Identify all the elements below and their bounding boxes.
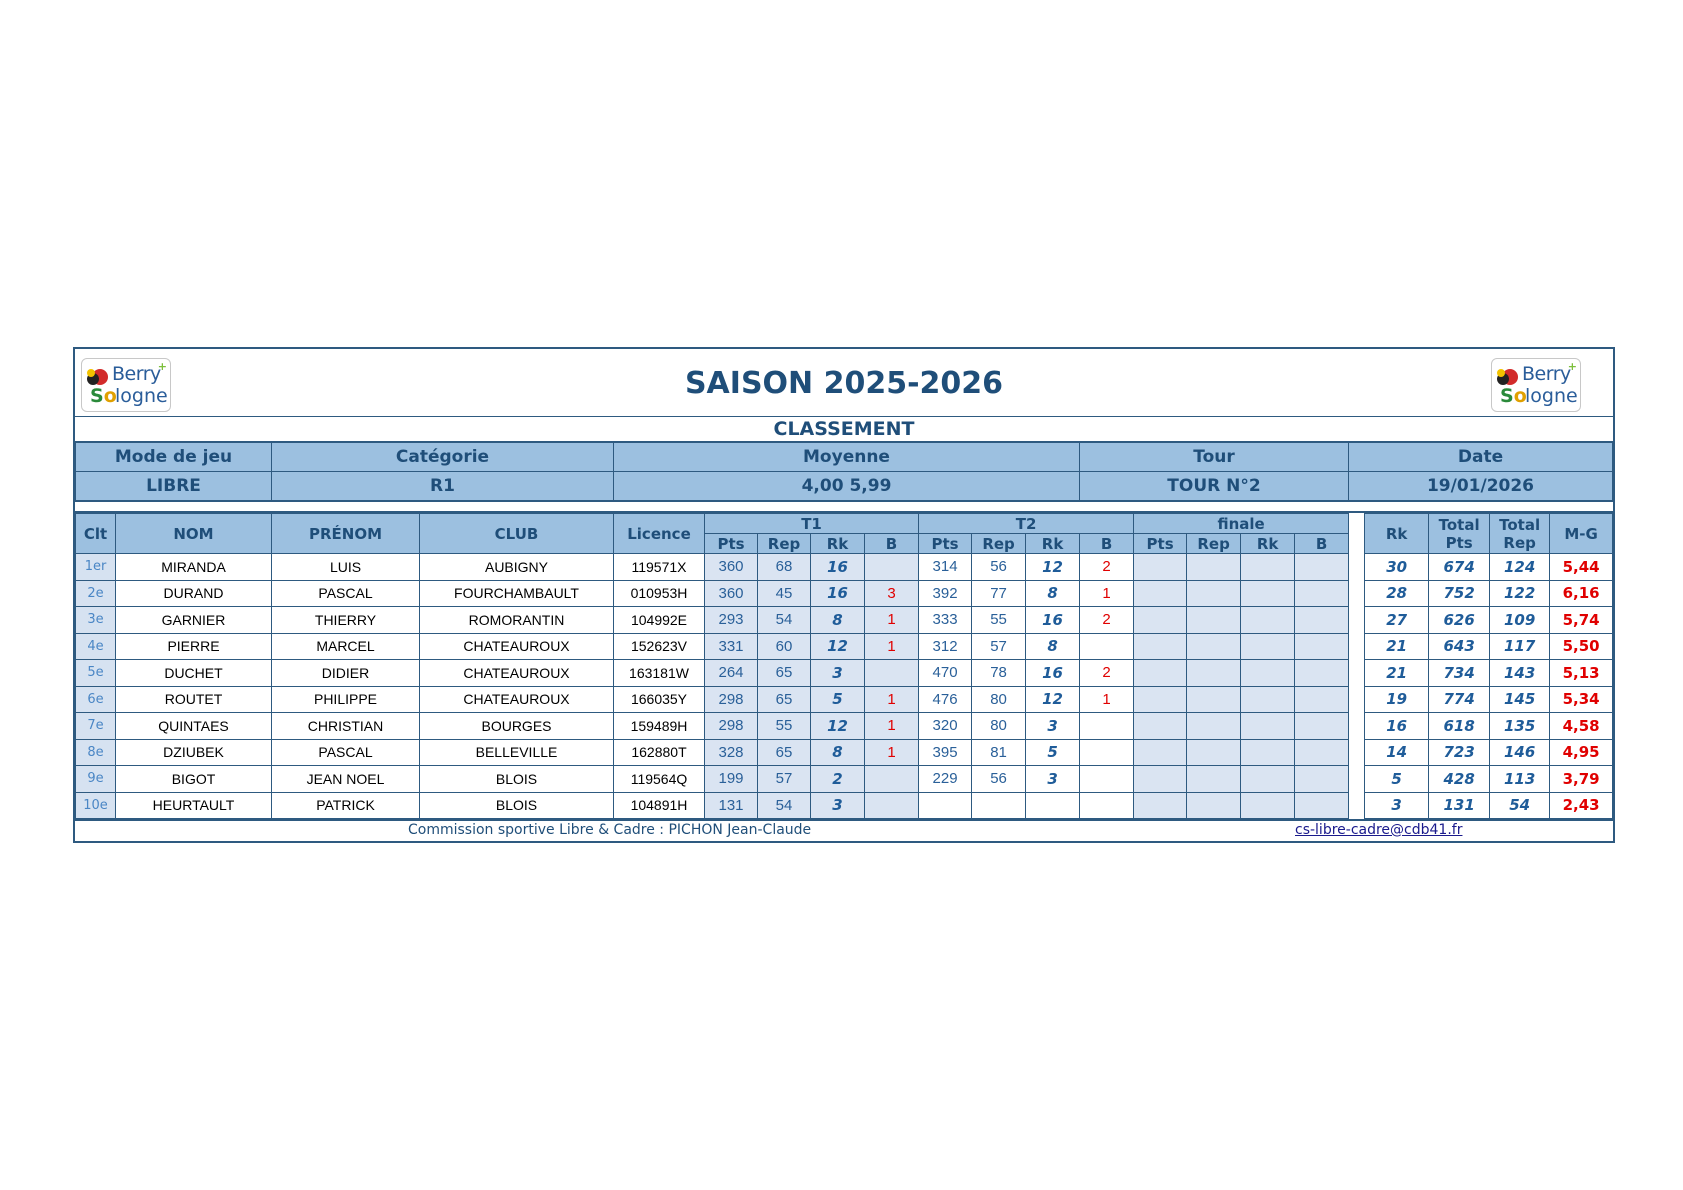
cell-t2-rk: 5 — [1026, 739, 1080, 766]
moyenne-label: Moyenne — [614, 443, 1080, 472]
cell-club: CHATEAUROUX — [420, 633, 614, 660]
cell-prenom: PATRICK — [272, 792, 420, 819]
cell-finale-empty — [1295, 554, 1349, 581]
cell-total-pts: 131 — [1429, 792, 1490, 819]
cell-licence: 159489H — [614, 713, 705, 740]
cell-t1-rk: 12 — [811, 713, 865, 740]
cell-prenom: PASCAL — [272, 739, 420, 766]
cell-licence: 163181W — [614, 660, 705, 687]
table-row — [76, 792, 1613, 819]
cell-club: BLOIS — [420, 792, 614, 819]
cell-t2-pts: 314 — [919, 554, 972, 581]
spacer-band — [75, 501, 1613, 513]
cell-total-pts: 428 — [1429, 766, 1490, 793]
date-value: 19/01/2026 — [1349, 472, 1613, 501]
cell-t1-rk: 8 — [811, 739, 865, 766]
title-band — [75, 349, 1613, 417]
column-separator — [1349, 607, 1365, 634]
cell-mg: 4,58 — [1550, 713, 1613, 740]
cell-finale-empty — [1134, 607, 1187, 634]
cell-finale-empty — [1241, 739, 1295, 766]
cell-nom: GARNIER — [116, 607, 272, 634]
cell-t2-pts: 470 — [919, 660, 972, 687]
cell-finale-empty — [1187, 713, 1241, 740]
cell-finale-empty — [1134, 554, 1187, 581]
cell-t1-rep: 65 — [758, 739, 811, 766]
cell-licence: 166035Y — [614, 686, 705, 713]
cell-t1-rep: 55 — [758, 713, 811, 740]
cell-clt: 10e — [76, 792, 116, 819]
cell-total-rep: 146 — [1490, 739, 1550, 766]
table-row — [76, 607, 1613, 634]
cell-t1-b: 1 — [865, 713, 919, 740]
moyenne-value: 4,00 5,99 — [614, 472, 1080, 501]
cell-finale-empty — [1134, 660, 1187, 687]
cell-finale-empty — [1295, 792, 1349, 819]
cell-t2-pts: 312 — [919, 633, 972, 660]
cell-t2-rep: 78 — [972, 660, 1026, 687]
cell-finale-empty — [1241, 766, 1295, 793]
categorie-value: R1 — [272, 472, 614, 501]
col-group-finale: finale — [1134, 514, 1349, 534]
cell-t2-rk: 12 — [1026, 554, 1080, 581]
cell-t1-b: 1 — [865, 739, 919, 766]
cell-nom: PIERRE — [116, 633, 272, 660]
cell-t1-pts: 293 — [705, 607, 758, 634]
cell-t2-pts: 333 — [919, 607, 972, 634]
table-row — [76, 580, 1613, 607]
cell-nom: DUCHET — [116, 660, 272, 687]
cell-t1-b: 1 — [865, 633, 919, 660]
cell-clt: 1er — [76, 554, 116, 581]
cell-finale-empty — [1134, 686, 1187, 713]
cell-t2-b — [1080, 739, 1134, 766]
cell-prenom: DIDIER — [272, 660, 420, 687]
cell-t2-rep: 57 — [972, 633, 1026, 660]
col-t1-rep: Rep — [758, 534, 811, 554]
column-separator — [1349, 713, 1365, 740]
cell-finale-empty — [1295, 607, 1349, 634]
cell-prenom: LUIS — [272, 554, 420, 581]
competition-info-table — [75, 442, 1613, 501]
cell-prenom: MARCEL — [272, 633, 420, 660]
cell-t1-rep: 60 — [758, 633, 811, 660]
cell-t1-pts: 199 — [705, 766, 758, 793]
column-separator — [1349, 766, 1365, 793]
table-row — [76, 554, 1613, 581]
cell-t2-rk: 16 — [1026, 607, 1080, 634]
cell-t1-rk: 5 — [811, 686, 865, 713]
cell-club: BOURGES — [420, 713, 614, 740]
cell-licence: 104891H — [614, 792, 705, 819]
cell-t1-rep: 54 — [758, 792, 811, 819]
cell-t1-b — [865, 766, 919, 793]
cell-finale-empty — [1295, 580, 1349, 607]
cell-total-pts: 618 — [1429, 713, 1490, 740]
cell-prenom: THIERRY — [272, 607, 420, 634]
cell-finale-empty — [1134, 713, 1187, 740]
cell-t2-rk: 3 — [1026, 766, 1080, 793]
column-separator — [1349, 554, 1365, 581]
cell-t1-b — [865, 660, 919, 687]
cell-licence: 104992E — [614, 607, 705, 634]
cell-finale-empty — [1187, 607, 1241, 634]
cell-rk: 21 — [1365, 633, 1429, 660]
cell-finale-empty — [1187, 580, 1241, 607]
cell-rk: 30 — [1365, 554, 1429, 581]
cell-t1-b — [865, 554, 919, 581]
col-t1-pts: Pts — [705, 534, 758, 554]
cell-t2-b — [1080, 633, 1134, 660]
cell-clt: 9e — [76, 766, 116, 793]
column-separator — [1349, 660, 1365, 687]
cell-t2-pts — [919, 792, 972, 819]
cell-t1-b: 1 — [865, 607, 919, 634]
table-row — [76, 766, 1613, 793]
cell-rk: 21 — [1365, 660, 1429, 687]
cell-finale-empty — [1295, 660, 1349, 687]
cell-club: CHATEAUROUX — [420, 660, 614, 687]
ranking-body — [76, 554, 1613, 819]
cell-finale-empty — [1295, 739, 1349, 766]
cell-t1-pts: 131 — [705, 792, 758, 819]
cell-prenom: CHRISTIAN — [272, 713, 420, 740]
col-finale-rep: Rep — [1187, 534, 1241, 554]
cell-total-pts: 774 — [1429, 686, 1490, 713]
cell-t1-rep: 45 — [758, 580, 811, 607]
cell-t2-b — [1080, 713, 1134, 740]
cell-t1-pts: 328 — [705, 739, 758, 766]
table-row — [76, 633, 1613, 660]
cell-t2-pts: 395 — [919, 739, 972, 766]
col-total-rep: Total Rep — [1490, 514, 1550, 554]
date-label: Date — [1349, 443, 1613, 472]
cell-total-rep: 113 — [1490, 766, 1550, 793]
cell-nom: DZIUBEK — [116, 739, 272, 766]
col-total-pts: Total Pts — [1429, 514, 1490, 554]
cell-finale-empty — [1241, 686, 1295, 713]
cell-total-rep: 122 — [1490, 580, 1550, 607]
cell-t2-pts: 392 — [919, 580, 972, 607]
cell-rk: 5 — [1365, 766, 1429, 793]
col-finale-pts: Pts — [1134, 534, 1187, 554]
cell-finale-empty — [1187, 792, 1241, 819]
cell-mg: 2,43 — [1550, 792, 1613, 819]
section-subtitle: CLASSEMENT — [75, 417, 1613, 442]
cell-clt: 6e — [76, 686, 116, 713]
cell-total-pts: 723 — [1429, 739, 1490, 766]
cell-nom: BIGOT — [116, 766, 272, 793]
cell-t1-pts: 264 — [705, 660, 758, 687]
tour-label: Tour — [1080, 443, 1349, 472]
cell-total-rep: 117 — [1490, 633, 1550, 660]
col-prenom: PRÉNOM — [272, 514, 420, 554]
cell-mg: 5,44 — [1550, 554, 1613, 581]
cell-t2-b: 1 — [1080, 580, 1134, 607]
cell-t1-rep: 65 — [758, 660, 811, 687]
cell-t2-rk: 8 — [1026, 580, 1080, 607]
cell-total-pts: 752 — [1429, 580, 1490, 607]
cell-licence: 162880T — [614, 739, 705, 766]
cell-rk: 14 — [1365, 739, 1429, 766]
cell-finale-empty — [1241, 792, 1295, 819]
cell-t2-b: 2 — [1080, 554, 1134, 581]
cell-clt: 4e — [76, 633, 116, 660]
berry-sologne-logo-left: Berry + So logne — [81, 358, 171, 412]
cell-t2-rk: 16 — [1026, 660, 1080, 687]
cell-t2-rep: 80 — [972, 713, 1026, 740]
cell-nom: HEURTAULT — [116, 792, 272, 819]
cell-t1-rk: 12 — [811, 633, 865, 660]
cell-t1-rep: 57 — [758, 766, 811, 793]
cell-t2-pts: 229 — [919, 766, 972, 793]
cell-clt: 8e — [76, 739, 116, 766]
cell-total-pts: 626 — [1429, 607, 1490, 634]
cell-total-pts: 674 — [1429, 554, 1490, 581]
column-separator — [1349, 792, 1365, 819]
footer-credit: Commission sportive Libre & Cadre : PICHON Jean-Claude — [408, 822, 812, 838]
table-row — [76, 739, 1613, 766]
cell-prenom: PHILIPPE — [272, 686, 420, 713]
col-group-t1: T1 — [705, 514, 919, 534]
col-t1-rk: Rk — [811, 534, 865, 554]
cell-finale-empty — [1187, 766, 1241, 793]
cell-nom: DURAND — [116, 580, 272, 607]
cell-club: BELLEVILLE — [420, 739, 614, 766]
cell-clt: 5e — [76, 660, 116, 687]
cell-t1-b — [865, 792, 919, 819]
cell-finale-empty — [1134, 580, 1187, 607]
cell-rk: 28 — [1365, 580, 1429, 607]
cell-mg: 5,50 — [1550, 633, 1613, 660]
cell-finale-empty — [1241, 580, 1295, 607]
cell-finale-empty — [1134, 766, 1187, 793]
col-clt: Clt — [76, 514, 116, 554]
cell-finale-empty — [1295, 633, 1349, 660]
table-row — [76, 713, 1613, 740]
cell-t1-pts: 331 — [705, 633, 758, 660]
cell-club: FOURCHAMBAULT — [420, 580, 614, 607]
col-t1-b: B — [865, 534, 919, 554]
cell-licence: 119571X — [614, 554, 705, 581]
table-row — [76, 660, 1613, 687]
cell-clt: 3e — [76, 607, 116, 634]
cell-rk: 19 — [1365, 686, 1429, 713]
cell-t2-b — [1080, 766, 1134, 793]
cell-t1-b: 3 — [865, 580, 919, 607]
cell-t2-rep: 80 — [972, 686, 1026, 713]
cell-t2-b: 1 — [1080, 686, 1134, 713]
cell-finale-empty — [1187, 633, 1241, 660]
mode-value: LIBRE — [76, 472, 272, 501]
mode-label: Mode de jeu — [76, 443, 272, 472]
column-separator — [1349, 514, 1365, 554]
cell-t1-pts: 360 — [705, 580, 758, 607]
cell-licence: 010953H — [614, 580, 705, 607]
col-nom: NOM — [116, 514, 272, 554]
ranking-table — [75, 513, 1613, 819]
cell-t1-rep: 68 — [758, 554, 811, 581]
col-total-rk: Rk — [1365, 514, 1429, 554]
cell-total-rep: 145 — [1490, 686, 1550, 713]
col-t2-rep: Rep — [972, 534, 1026, 554]
cell-finale-empty — [1187, 660, 1241, 687]
cell-prenom: JEAN NOEL — [272, 766, 420, 793]
cell-finale-empty — [1295, 686, 1349, 713]
cell-t1-rk: 16 — [811, 580, 865, 607]
billiard-balls-icon — [1496, 367, 1518, 387]
cell-total-rep: 143 — [1490, 660, 1550, 687]
footer — [75, 819, 1613, 841]
cell-t1-rk: 3 — [811, 792, 865, 819]
cell-mg: 3,79 — [1550, 766, 1613, 793]
col-t2-b: B — [1080, 534, 1134, 554]
cell-t2-b — [1080, 792, 1134, 819]
cell-finale-empty — [1187, 554, 1241, 581]
cell-t2-rep: 81 — [972, 739, 1026, 766]
cell-finale-empty — [1295, 766, 1349, 793]
col-licence: Licence — [614, 514, 705, 554]
cell-finale-empty — [1241, 713, 1295, 740]
cell-club: BLOIS — [420, 766, 614, 793]
cell-mg: 5,74 — [1550, 607, 1613, 634]
col-t2-pts: Pts — [919, 534, 972, 554]
ranking-sheet — [73, 347, 1615, 843]
cell-clt: 2e — [76, 580, 116, 607]
col-club: CLUB — [420, 514, 614, 554]
cell-t1-rk: 16 — [811, 554, 865, 581]
cell-rk: 3 — [1365, 792, 1429, 819]
cell-t2-rep: 55 — [972, 607, 1026, 634]
cell-total-pts: 734 — [1429, 660, 1490, 687]
cell-nom: ROUTET — [116, 686, 272, 713]
cell-prenom: PASCAL — [272, 580, 420, 607]
cell-mg: 6,16 — [1550, 580, 1613, 607]
footer-email-link[interactable]: cs-libre-cadre@cdb41.fr — [1295, 822, 1463, 838]
cell-t1-b: 1 — [865, 686, 919, 713]
cell-total-rep: 124 — [1490, 554, 1550, 581]
cell-t1-pts: 298 — [705, 686, 758, 713]
cell-t2-b: 2 — [1080, 660, 1134, 687]
cell-mg: 5,13 — [1550, 660, 1613, 687]
cell-mg: 5,34 — [1550, 686, 1613, 713]
cell-licence: 152623V — [614, 633, 705, 660]
cell-t2-pts: 320 — [919, 713, 972, 740]
cell-rk: 16 — [1365, 713, 1429, 740]
cell-t2-rep — [972, 792, 1026, 819]
cell-finale-empty — [1134, 633, 1187, 660]
column-separator — [1349, 633, 1365, 660]
cell-t2-rep: 56 — [972, 766, 1026, 793]
cell-mg: 4,95 — [1550, 739, 1613, 766]
column-separator — [1349, 686, 1365, 713]
cell-t1-pts: 360 — [705, 554, 758, 581]
cell-finale-empty — [1241, 607, 1295, 634]
cell-finale-empty — [1241, 554, 1295, 581]
cell-clt: 7e — [76, 713, 116, 740]
cell-finale-empty — [1134, 792, 1187, 819]
cell-club: CHATEAUROUX — [420, 686, 614, 713]
cell-t1-pts: 298 — [705, 713, 758, 740]
col-group-t2: T2 — [919, 514, 1134, 534]
cell-t2-rep: 56 — [972, 554, 1026, 581]
cell-t2-rk: 8 — [1026, 633, 1080, 660]
cell-total-rep: 109 — [1490, 607, 1550, 634]
col-mg: M-G — [1550, 514, 1613, 554]
col-finale-rk: Rk — [1241, 534, 1295, 554]
cell-t1-rep: 54 — [758, 607, 811, 634]
cell-t2-rep: 77 — [972, 580, 1026, 607]
cell-t2-b: 2 — [1080, 607, 1134, 634]
cell-finale-empty — [1187, 686, 1241, 713]
cell-t2-rk: 3 — [1026, 713, 1080, 740]
cell-t2-rk: 12 — [1026, 686, 1080, 713]
cell-rk: 27 — [1365, 607, 1429, 634]
cell-finale-empty — [1187, 739, 1241, 766]
cell-t1-rk: 2 — [811, 766, 865, 793]
cell-club: AUBIGNY — [420, 554, 614, 581]
cell-total-rep: 135 — [1490, 713, 1550, 740]
cell-finale-empty — [1241, 633, 1295, 660]
table-row — [76, 686, 1613, 713]
cell-t1-rep: 65 — [758, 686, 811, 713]
berry-sologne-logo-right: Berry + So logne — [1491, 358, 1581, 412]
column-separator — [1349, 580, 1365, 607]
cell-licence: 119564Q — [614, 766, 705, 793]
cell-finale-empty — [1134, 739, 1187, 766]
tour-value: TOUR N°2 — [1080, 472, 1349, 501]
cell-finale-empty — [1295, 713, 1349, 740]
categorie-label: Catégorie — [272, 443, 614, 472]
cell-total-pts: 643 — [1429, 633, 1490, 660]
cell-t2-pts: 476 — [919, 686, 972, 713]
cell-total-rep: 54 — [1490, 792, 1550, 819]
cell-nom: MIRANDA — [116, 554, 272, 581]
col-t2-rk: Rk — [1026, 534, 1080, 554]
cell-finale-empty — [1241, 660, 1295, 687]
cell-t1-rk: 8 — [811, 607, 865, 634]
cell-nom: QUINTAES — [116, 713, 272, 740]
cell-club: ROMORANTIN — [420, 607, 614, 634]
cell-t1-rk: 3 — [811, 660, 865, 687]
column-separator — [1349, 739, 1365, 766]
page-title: SAISON 2025-2026 — [684, 366, 1004, 401]
col-finale-b: B — [1295, 534, 1349, 554]
cell-t2-rk — [1026, 792, 1080, 819]
